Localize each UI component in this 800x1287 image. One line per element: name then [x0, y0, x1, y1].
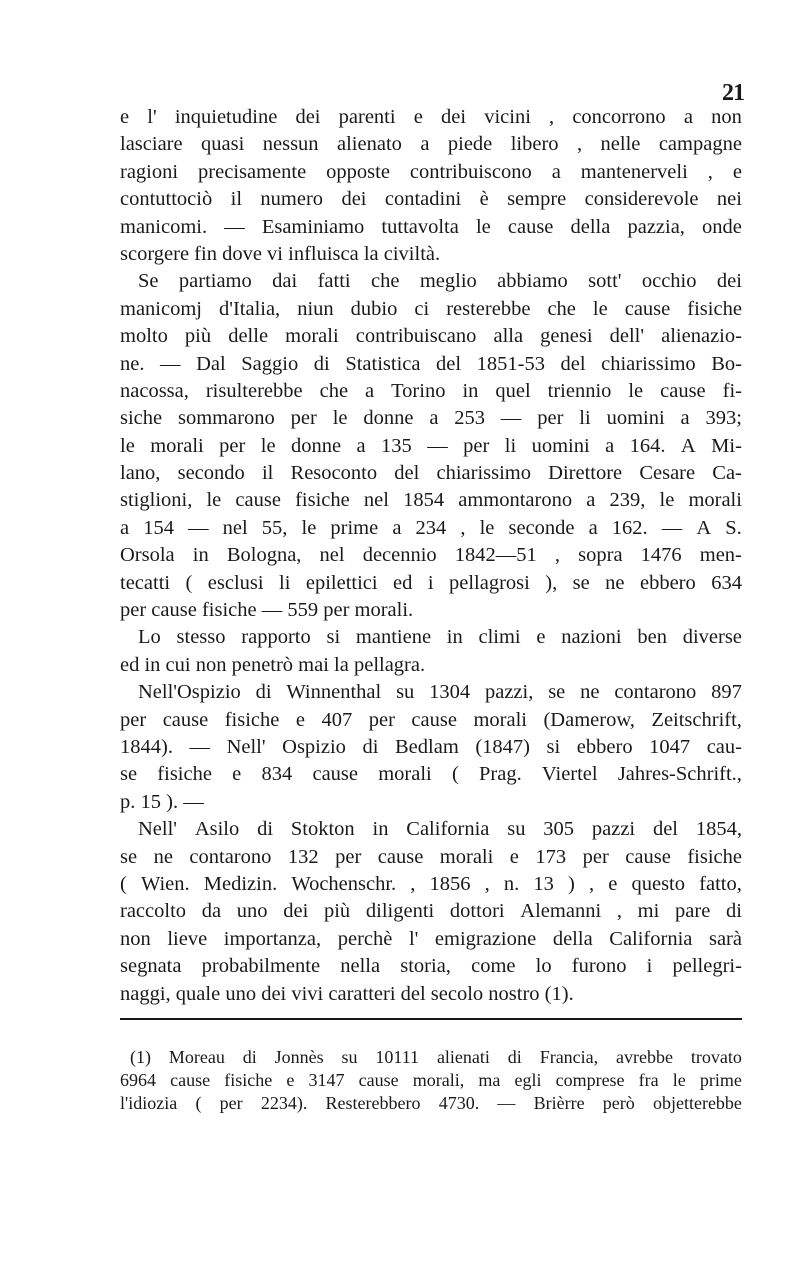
text-line: Orsola in Bologna, nel decennio 1842—51 , sopra 1476 men-	[120, 544, 742, 567]
text-line: Nell' Asilo di Stokton in California su 305 pazzi del 1854,	[138, 818, 742, 841]
page-number: 21	[722, 80, 744, 106]
text-line: 1844). — Nell' Ospizio di Bedlam (1847) si ebbero 1047 cau-	[120, 735, 742, 758]
text-line: manicomj d'Italia, niun dubio ci resterebbe che le cause fisiche	[120, 297, 742, 320]
text-line: tecatti ( esclusi li epilettici ed i pellagrosi ), se ne ebbero 634	[120, 571, 742, 594]
text-line: ( Wien. Medizin. Wochenschr. , 1856 , n. 13 ) , e questo fatto,	[120, 872, 742, 895]
text-line: stiglioni, le cause fisiche nel 1854 ammontarono a 239, le morali	[120, 489, 742, 512]
text-line: e l' inquietudine dei parenti e dei vicini , concorrono a non	[120, 106, 742, 128]
text-line: molto più delle morali contribuiscano alla genesi dell' alienazio-	[120, 325, 742, 348]
footnotes	[120, 1046, 742, 1115]
text-line: Se partiamo dai fatti che meglio abbiamo sott' occhio dei	[138, 270, 742, 293]
text-line: Lo stesso rapporto si mantiene in climi e nazioni ben diverse	[138, 626, 742, 649]
body-text	[120, 104, 742, 1008]
text-line: manicomi. — Esaminiamo tuttavolta le cause della pazzia, onde	[120, 215, 742, 238]
text-line: se fisiche e 834 cause morali ( Prag. Viertel Jahres-Schrift.,	[120, 763, 742, 786]
text-line: se ne contarono 132 per cause morali e 173 per cause fisiche	[120, 845, 742, 868]
text-line: lasciare quasi nessun alienato a piede libero , nelle campagne	[120, 133, 742, 156]
text-line: a 154 — nel 55, le prime a 234 , le seconde a 162. — A S.	[120, 516, 742, 539]
text-line: Nell'Ospizio di Winnenthal su 1304 pazzi, se ne contarono 897	[138, 681, 742, 704]
footnote-rule	[120, 1018, 742, 1020]
text-line: siche sommarono per le donne a 253 — per li uomini a 393;	[120, 407, 742, 430]
footnote-line: (1) Moreau di Jonnès su 10111 alienati di Francia, avrebbe trovato	[130, 1047, 742, 1067]
text-line: per cause fisiche e 407 per cause morali (Damerow, Zeitschrift,	[120, 708, 742, 731]
text-line: ragioni precisamente opposte contribuiscono a mantenerveli , e	[120, 160, 742, 183]
text-line: segnata probabilmente nella storia, come lo furono i pellegri-	[120, 955, 742, 978]
footnote-line: l'idiozia ( per 2234). Resterebbero 4730. — Brièrre però objetterebbe	[120, 1093, 742, 1113]
text-line: le morali per le donne a 135 — per li uomini a 164. A Mi-	[120, 434, 742, 457]
text-line: nacossa, risulterebbe che a Torino in quel triennio le cause fi-	[120, 379, 742, 402]
text-line: scorgere fin dove vi influisca la civiltà.	[120, 242, 441, 265]
text-line: p. 15 ). —	[120, 790, 204, 813]
text-line: ne. — Dal Saggio di Statistica del 1851-53 del chiarissimo Bo-	[120, 352, 742, 375]
text-line: per cause fisiche — 559 per morali.	[120, 599, 414, 622]
footnote-line: 6964 cause fisiche e 3147 cause morali, ma egli comprese fra le prime	[120, 1070, 742, 1090]
text-line: contuttociò il numero dei contadini è sempre considerevole nei	[120, 188, 742, 211]
text-line: naggi, quale uno dei vivi caratteri del secolo nostro (1).	[120, 982, 574, 1005]
text-line: lano, secondo il Resoconto del chiarissimo Direttore Cesare Ca-	[120, 462, 742, 485]
text-line: raccolto da uno dei più diligenti dottori Alemanni , mi pare di	[120, 900, 742, 923]
text-line: non lieve importanza, perchè l' emigrazione della California sarà	[120, 927, 742, 950]
text-line: ed in cui non penetrò mai la pellagra.	[120, 653, 426, 676]
